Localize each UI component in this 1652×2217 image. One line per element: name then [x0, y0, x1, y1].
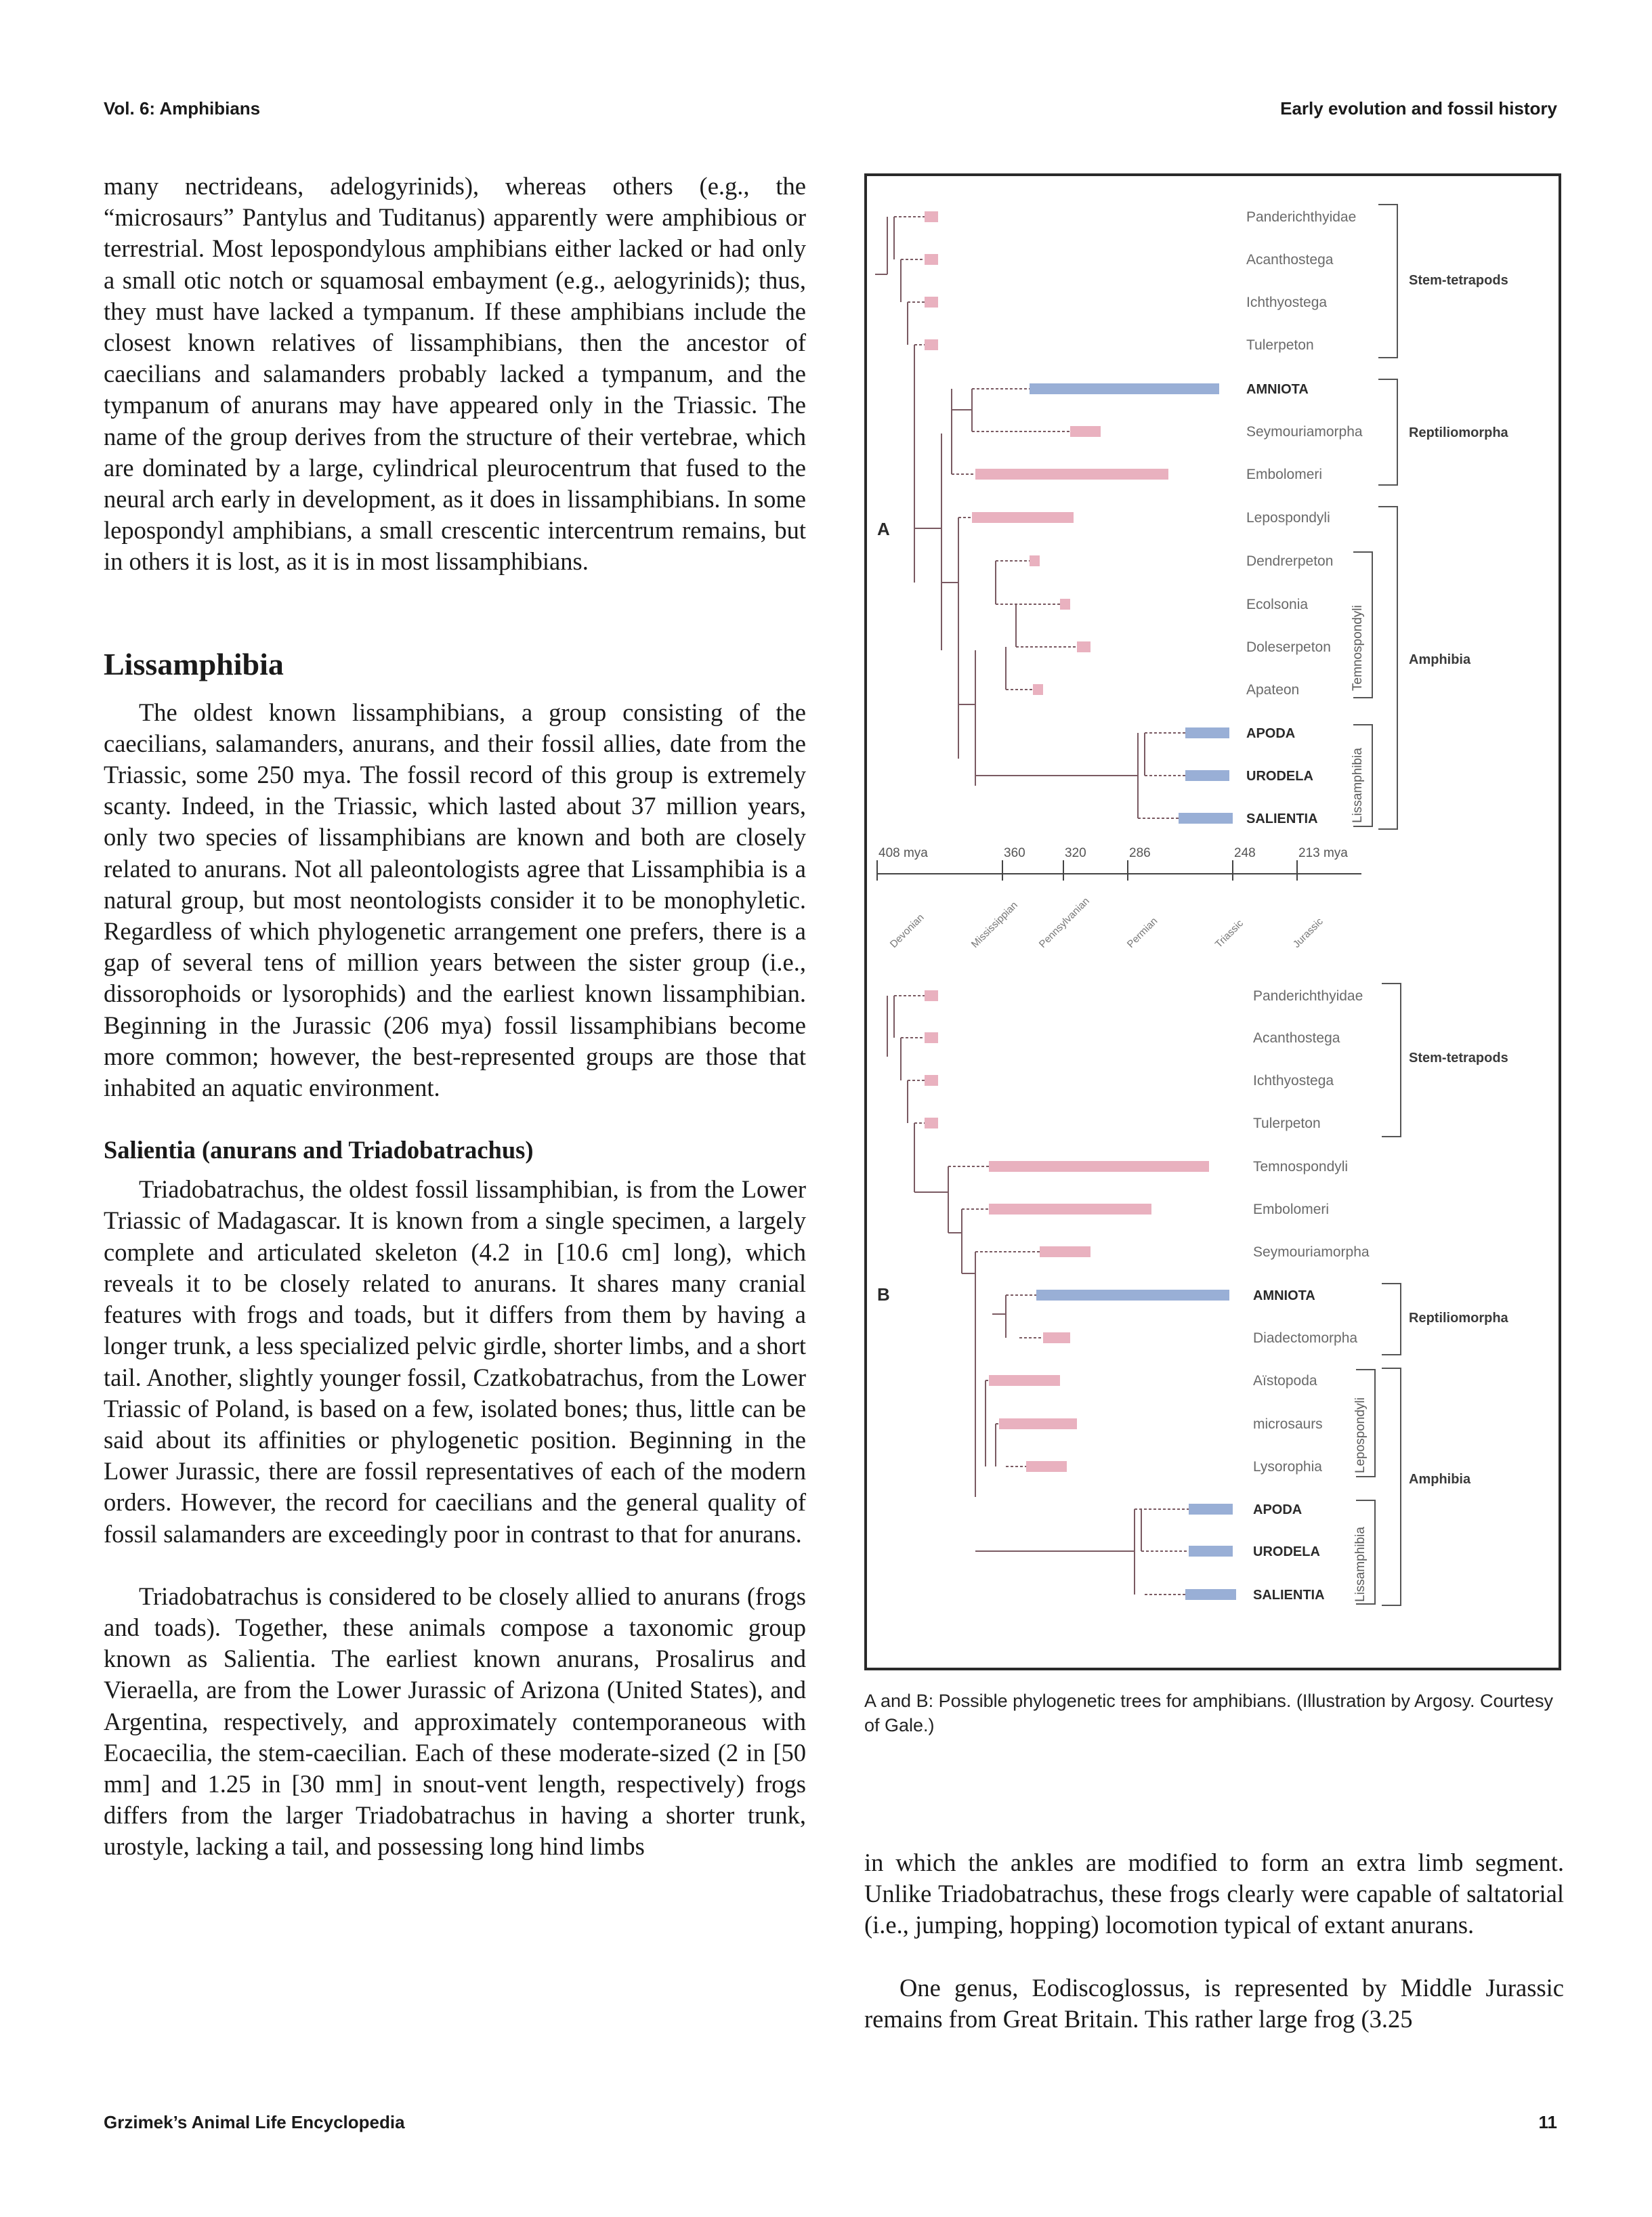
taxon-label-a-13: APODA [1246, 726, 1296, 741]
range-bar [925, 1075, 938, 1086]
time-tick-label-4: 286 [1129, 846, 1151, 860]
range-bar [925, 990, 938, 1001]
time-tick-label-6: 213 mya [1298, 846, 1348, 860]
taxon-label-a-12: Apateon [1246, 682, 1300, 698]
taxon-label-a-14: URODELA [1246, 769, 1313, 784]
range-bar [1185, 727, 1229, 738]
taxon-label-b-6: Embolomeri [1253, 1202, 1330, 1217]
bracket-reptiliomorpha-b [1382, 1284, 1401, 1355]
range-bar [972, 512, 1074, 523]
figure-caption: A and B: Possible phylogenetic trees for amphibians. (Illustration by Argosy. Courtesy of Gale.) [864, 1691, 1554, 1735]
time-tick-label-3: 320 [1065, 846, 1086, 860]
group-label-stem-tetrapods-a: Stem-tetrapods [1409, 273, 1508, 288]
period-label-6: Jurassic [1290, 915, 1326, 950]
range-bar [989, 1375, 1060, 1386]
time-tick-label-5: 248 [1234, 846, 1256, 860]
page-number: 11 [1538, 2112, 1557, 2132]
range-bar [1185, 770, 1229, 781]
vertical-label-temnospondyli-a: Temnospondyli [1351, 605, 1365, 691]
taxon-label-a-6: Seymouriamorpha [1246, 424, 1363, 440]
vertical-label-lissamphibia-a: Lissamphibia [1351, 748, 1365, 823]
taxon-label-a-7: Embolomeri [1246, 467, 1323, 482]
taxon-label-b-12: Lysorophia [1253, 1459, 1322, 1475]
bracket-reptiliomorpha-a [1378, 379, 1397, 485]
taxon-label-b-14: URODELA [1253, 1544, 1320, 1559]
running-header-left: Vol. 6: Amphibians [104, 98, 261, 119]
taxon-label-b-13: APODA [1253, 1502, 1302, 1517]
bracket-stem-tetrapods-b [1382, 984, 1401, 1137]
taxon-label-b-11: microsaurs [1253, 1416, 1323, 1432]
bracket-amphibia-b [1382, 1368, 1401, 1605]
taxon-label-b-9: Diadectomorpha [1253, 1330, 1358, 1346]
left-text-column [104, 171, 806, 1863]
taxon-label-b-10: Aïstopoda [1253, 1373, 1317, 1389]
paragraph-saltatorial: in which the ankles are modified to form an extra limb segment. Unlike Triadobatrachus, these frogs clearly were capable of saltatorial (i.e., jumping, hopping) locomotion typical of extant anurans. [864, 1849, 1564, 1939]
range-bar [1040, 1246, 1090, 1257]
taxon-label-a-3: Ichthyostega [1246, 295, 1328, 310]
group-label-reptiliomorpha-b: Reptiliomorpha [1409, 1311, 1508, 1326]
paragraph-triadobatrachus: Triadobatrachus, the oldest fossil lissamphibian, is from the Lower Triassic of Madagascar. It is known from a single specimen, a largely complete and articulated skeleton (4.2 in [10.6 cm] long), which reveals it to be closely related to anurans. It shares many cranial features with frogs and toads, but it differs from them by having a longer trunk, a less specialized pelvic girdle, shorter limbs, and a short tail. Another, slightly younger fossil, Czatkobatrachus, from the Lower Triassic of Poland, is based on a few, isolated bones; thus, little can be said about its affinities or phylogenetic position. Beginning in the Lower Jurassic, there are fossil representatives of each of the modern orders. However, the record for caecilians and the general quality of fossil salamanders are exceedingly poor in contrast to that for anurans. [104, 1175, 806, 1548]
range-bar [1189, 1546, 1233, 1557]
taxon-label-b-1: Panderichthyidae [1253, 988, 1363, 1004]
taxon-label-a-1: Panderichthyidae [1246, 209, 1357, 225]
paragraph-lissamphibia-intro: The oldest known lissamphibians, a group consisting of the caecilians, salamanders, anurans, and their fossil allies, date from the Triassic, some 250 mya. The fossil record of this group is extremely scanty. Indeed, in the Triassic, which lasted about 37 million years, only two species of lissamphibians are known and both are closely related to anurans. Not all paleontologists agree that Lissamphibia is a natural group, but most neontologists consider it to be monophyletic. Regardless of which phylogenetic arrangement one prefers, there is a gap of several tens of million years between the sister group (i.e., dissorophoids or lysorophids) and the earliest known lissamphibian. Beginning in the Jurassic (206 mya) fossil lissamphibians become more common; however, the best-represented groups are those that inhabited an aquatic environment. [104, 698, 806, 1102]
taxon-label-a-10: Ecolsonia [1246, 597, 1309, 612]
period-label-5: Triassic [1212, 917, 1246, 950]
period-label-3: Pennsylvanian [1036, 895, 1092, 950]
range-bar [1060, 599, 1070, 610]
range-bar [1036, 1290, 1229, 1301]
phylogeny-tree-svg [867, 176, 1559, 1668]
taxon-label-a-11: Doleserpeton [1246, 639, 1331, 655]
running-header-right: Early evolution and fossil history [1280, 98, 1557, 119]
time-tick-label-1: 408 mya [878, 846, 928, 860]
group-label-reptiliomorpha-a: Reptiliomorpha [1409, 425, 1508, 440]
range-bar [1030, 555, 1040, 566]
group-label-amphibia-a: Amphibia [1409, 652, 1471, 667]
vertical-label-lepospondyli-b: Lepospondyli [1353, 1397, 1368, 1473]
taxon-label-b-8: AMNIOTA [1253, 1288, 1315, 1303]
range-bar [925, 297, 938, 308]
vertical-label-lissamphibia-b: Lissamphibia [1353, 1527, 1368, 1602]
bracket-stem-tetrapods-a [1378, 205, 1397, 358]
range-bar [1070, 426, 1101, 437]
paragraph-lepospondyl: many nectrideans, adelogyrinids), whereas others (e.g., the “microsaurs” Pantylus and Tuditanus) apparently were amphibious or terrestrial. Most lepospondylous amphibians either lacked or had only a small otic notch or squamosal embayment (e.g., aelogyrinids); thus, they must have lacked a tympanum. If these amphibians include the closest known relatives of lissamphibians, then the ancestor of caecilians and salamanders probably lacked a tympanum, and the tympanum of anurans may have appeared only in the Triassic. The name of the group derives from the structure of their vertebrae, which are dominated by a large, cylindrical pleurocentrum that fused to the neural arch early in development, as it does in lissamphibians. In some lepospondyl amphibians, a small crescentic intercentrum remains, but in others it is lost, as it is in most lissamphibians. [104, 172, 806, 576]
taxon-label-a-2: Acanthostega [1246, 252, 1334, 268]
taxon-label-b-4: Tulerpeton [1253, 1116, 1321, 1131]
period-label-1: Devonian [887, 911, 927, 950]
range-bar [1033, 684, 1043, 695]
subsection-heading-salientia: Salientia (anurans and Triadobatrachus) [104, 1136, 534, 1164]
period-label-4: Permian [1124, 915, 1160, 950]
section-heading-lissamphibia: Lissamphibia [104, 646, 284, 681]
range-bar [1179, 813, 1233, 824]
range-bar [1026, 1461, 1067, 1472]
taxon-label-a-8: Lepospondyli [1246, 510, 1330, 526]
range-bar [925, 1032, 938, 1043]
range-bar [925, 339, 938, 350]
range-bar [925, 211, 938, 222]
range-bar [1043, 1332, 1070, 1343]
taxon-label-a-5: AMNIOTA [1246, 382, 1309, 397]
range-bar [999, 1418, 1077, 1429]
group-label-amphibia-b: Amphibia [1409, 1472, 1471, 1487]
taxon-label-a-9: Dendrerpeton [1246, 553, 1334, 569]
taxon-label-b-7: Seymouriamorpha [1253, 1244, 1370, 1260]
bracket-amphibia-a [1378, 507, 1397, 829]
taxon-label-b-3: Ichthyostega [1253, 1073, 1334, 1089]
right-text-column [864, 1847, 1564, 2035]
range-bar [1077, 641, 1090, 652]
range-bar [989, 1161, 1209, 1172]
paragraph-salientia: Triadobatrachus is considered to be closely allied to anurans (frogs and toads). Together, these animals compose a taxonomic group known as Salientia. The earliest known anurans, Prosalirus and Vieraella, are from the Lower Jurassic of Arizona (United States), and Argentina, respectively, and approximately contemporaneous with Eocaecilia, the stem-caecilian. Each of these moderate-sized (2 in [50 mm] and 1.25 in [30 mm] in snout-vent length, respectively) frogs differs from the larger Triadobatrachus in having a shorter trunk, urostyle, lacking a tail, and possessing long hind limbs [104, 1582, 806, 1861]
range-bar [1030, 383, 1219, 394]
group-label-stem-tetrapods-b: Stem-tetrapods [1409, 1051, 1508, 1065]
panel-label-b: B [877, 1284, 890, 1305]
range-bar [925, 254, 938, 265]
range-bar [989, 1204, 1151, 1215]
taxon-label-b-2: Acanthostega [1253, 1030, 1340, 1046]
panel-label-a: A [877, 519, 890, 539]
taxon-label-b-5: Temnospondyli [1253, 1159, 1349, 1175]
taxon-label-b-15: SALIENTIA [1253, 1588, 1325, 1603]
range-bar [1189, 1504, 1233, 1515]
taxon-label-a-15: SALIENTIA [1246, 811, 1318, 826]
taxon-label-a-4: Tulerpeton [1246, 337, 1314, 353]
range-bar [1185, 1589, 1236, 1600]
paragraph-eodiscoglossus: One genus, Eodiscoglossus, is represented by Middle Jurassic remains from Great Britain. This rather large frog (3.25 [864, 1973, 1564, 2033]
range-bar [975, 469, 1168, 480]
time-tick-label-2: 360 [1004, 846, 1025, 860]
footer-title: Grzimek’s Animal Life Encyclopedia [104, 2112, 405, 2132]
phylogeny-figure [864, 173, 1561, 1670]
range-bar [925, 1118, 938, 1128]
period-label-2: Mississippian [969, 899, 1020, 950]
